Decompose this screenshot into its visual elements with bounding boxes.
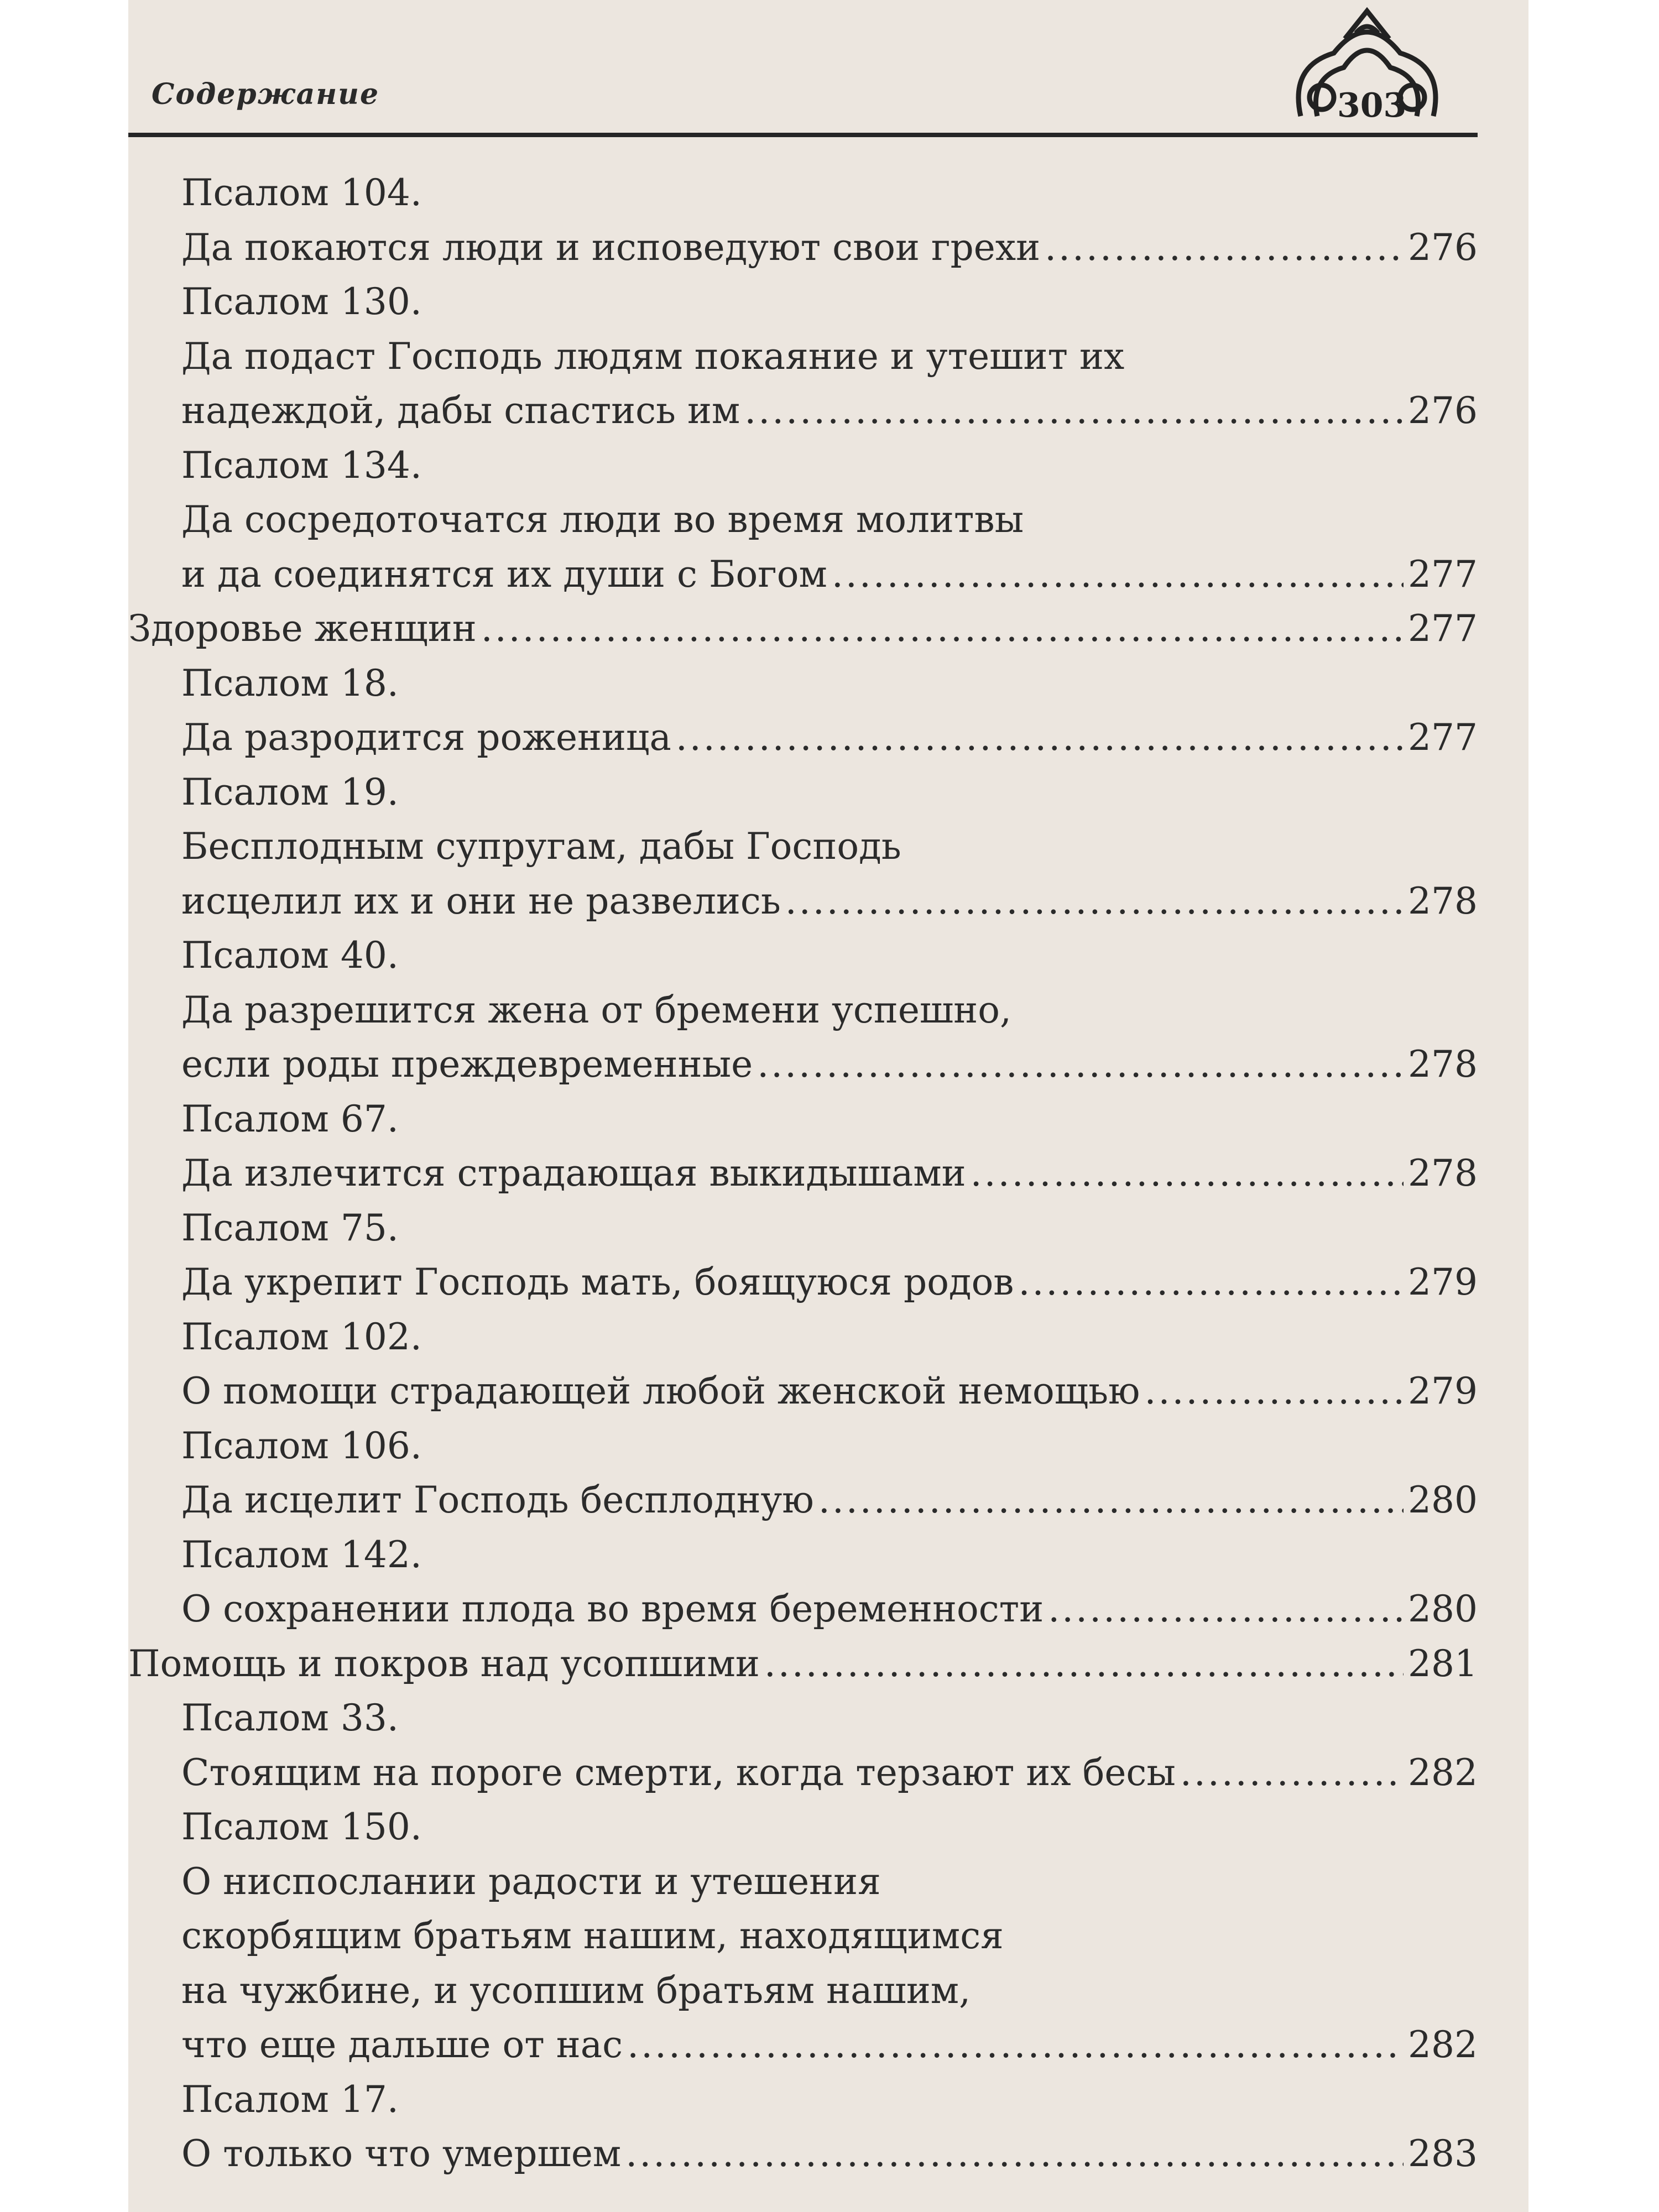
toc-entry[interactable] — [128, 711, 1478, 765]
toc-entry[interactable] — [128, 547, 1478, 602]
dot-leader — [785, 874, 1404, 929]
psalm-label: Псалом 134. — [181, 444, 422, 487]
toc-entry[interactable] — [128, 1364, 1478, 1419]
toc-entry-title: Да разродится роженица — [181, 716, 671, 759]
psalm-label: Псалом 17. — [181, 2078, 399, 2121]
psalm-label: Псалом 130. — [181, 280, 422, 323]
toc-section-entry[interactable] — [128, 602, 1478, 656]
dot-leader — [1048, 1582, 1404, 1637]
dot-leader — [757, 1037, 1404, 1092]
toc-entry-page: 280 — [1408, 1479, 1478, 1521]
dot-leader — [818, 1473, 1404, 1528]
toc-section-title: Помощь и покров над усопшими — [128, 1642, 760, 1685]
toc-entry-page: 282 — [1408, 2023, 1478, 2066]
dot-leader — [1180, 1746, 1404, 1801]
dot-leader — [971, 1146, 1404, 1201]
toc-entry-title: исцелил их и они не развелись — [181, 879, 781, 922]
psalm-label: Псалом 106. — [181, 1424, 422, 1467]
toc-entry-page: 277 — [1408, 552, 1478, 596]
toc-entry[interactable] — [128, 1037, 1478, 1092]
toc-entry[interactable] — [128, 1473, 1478, 1528]
toc-entry-page: 278 — [1408, 1043, 1478, 1086]
psalm-label: Псалом 33. — [181, 1697, 399, 1739]
toc-entry-title: надеждой, дабы спастись им — [181, 389, 740, 432]
toc-entry-page: 280 — [1408, 1588, 1478, 1630]
toc-entry-page: 276 — [1408, 226, 1478, 269]
toc-entry-page: 282 — [1408, 1751, 1478, 1794]
toc-entry-title: что еще дальше от нас — [181, 2023, 623, 2066]
toc-entry-page: 281 — [1408, 1642, 1478, 1685]
toc-entry-title-line: скорбящим братьям нашим, находящимся — [181, 1914, 1004, 1957]
psalm-label: Псалом 150. — [181, 1806, 422, 1848]
toc-section-entry[interactable] — [128, 1637, 1478, 1692]
toc-entry-title: Да исцелит Господь бесплодную — [181, 1479, 814, 1521]
toc-entry-title: О помощи страдающей любой женской немощью — [181, 1370, 1140, 1412]
toc-entry[interactable] — [128, 221, 1478, 275]
toc-entry-title-line: Да подаст Господь людям покаяние и утешит их — [181, 335, 1125, 378]
toc-entry-title-line: О ниспослании радости и утешения — [181, 1860, 881, 1903]
toc-entry-title: если роды преждевременные — [181, 1043, 753, 1086]
dot-leader — [1145, 1364, 1404, 1419]
toc-entry[interactable] — [128, 1746, 1478, 1801]
toc-entry[interactable] — [128, 1255, 1478, 1310]
toc-entry[interactable] — [128, 1146, 1478, 1201]
toc-entry-page: 279 — [1408, 1370, 1478, 1412]
toc-entry-title-line: Бесплодным супругам, дабы Господь — [181, 825, 901, 868]
dot-leader — [832, 547, 1404, 602]
dot-leader — [764, 1637, 1404, 1692]
psalm-label: Псалом 19. — [181, 770, 399, 813]
toc-entry[interactable] — [128, 2127, 1478, 2182]
toc-entry[interactable] — [128, 384, 1478, 439]
toc-section-title: Здоровье женщин — [128, 607, 477, 650]
psalm-label: Псалом 67. — [181, 1097, 399, 1140]
dot-leader — [676, 711, 1404, 765]
toc-entry-title-line: Да разрешится жена от бремени успешно, — [181, 988, 1011, 1031]
header-rule — [128, 133, 1478, 137]
book-page — [128, 0, 1528, 2212]
toc-entry-title: Да излечится страдающая выкидышами — [181, 1152, 966, 1194]
toc-entry-page: 277 — [1408, 716, 1478, 759]
toc-entry-title-line: на чужбине, и усопшим братьям нашим, — [181, 1969, 971, 2012]
toc-entry[interactable] — [128, 2018, 1478, 2073]
toc-entry-page: 278 — [1408, 879, 1478, 922]
psalm-label: Псалом 104. — [181, 171, 422, 214]
psalm-label: Псалом 75. — [181, 1206, 399, 1249]
psalm-label: Псалом 18. — [181, 661, 399, 705]
toc-entry-page: 278 — [1408, 1152, 1478, 1194]
psalm-label: Псалом 102. — [181, 1315, 422, 1358]
toc-entry-page: 276 — [1408, 389, 1478, 432]
psalm-label: Псалом 40. — [181, 934, 399, 977]
dot-leader — [481, 602, 1404, 656]
page-number: 303 — [1337, 86, 1407, 125]
dot-leader — [744, 384, 1404, 439]
toc-entry-title: О сохранении плода во время беременности — [181, 1588, 1044, 1630]
toc-entry[interactable] — [128, 874, 1478, 929]
toc-entry-page: 277 — [1408, 607, 1478, 650]
toc-entry-title-line: Да сосредоточатся люди во время молитвы — [181, 498, 1024, 541]
running-head: Содержание — [152, 77, 380, 111]
toc-entry-title: и да соединятся их души с Богом — [181, 552, 827, 596]
table-of-contents — [128, 166, 1478, 2182]
toc-entry-title: Да укрепит Господь мать, боящуюся родов — [181, 1261, 1014, 1303]
toc-entry-page: 279 — [1408, 1261, 1478, 1303]
toc-entry[interactable] — [128, 1582, 1478, 1637]
dot-leader — [1018, 1255, 1404, 1310]
dot-leader — [1045, 221, 1404, 275]
dot-leader — [625, 2127, 1404, 2182]
psalm-label: Псалом 142. — [181, 1533, 422, 1576]
dot-leader — [627, 2018, 1404, 2073]
toc-entry-title: О только что умершем — [181, 2132, 622, 2175]
toc-entry-title: Да покаются люди и исповедуют свои грехи — [181, 226, 1041, 269]
toc-entry-page: 283 — [1408, 2132, 1478, 2175]
toc-entry-title: Стоящим на пороге смерти, когда терзают их бесы — [181, 1751, 1176, 1794]
